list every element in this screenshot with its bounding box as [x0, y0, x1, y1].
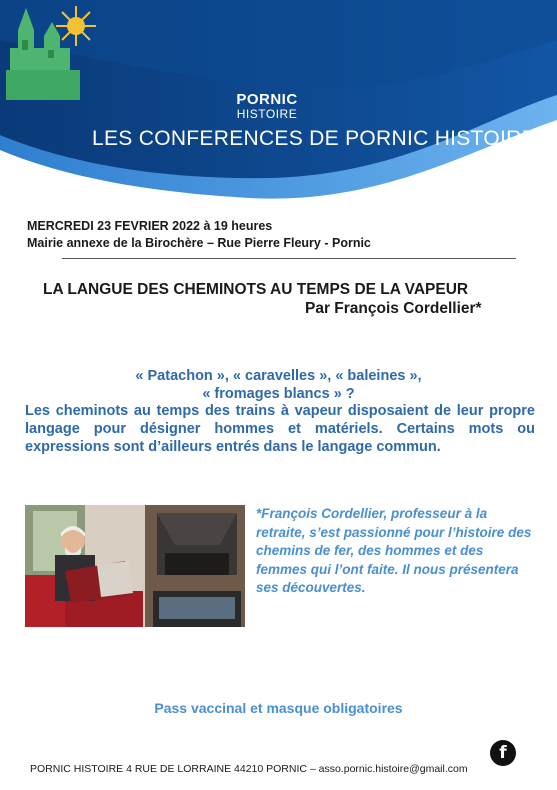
speaker-photo: [25, 505, 245, 627]
health-notice: Pass vaccinal et masque obligatoires: [154, 700, 403, 716]
speaker-bio: *François Cordellier, professeur à la retraite, s’est passionné pour l’histoire des chemins de fer, des hommes et des femmes qui l’ont faite. Il nous présentera ses découvertes.: [256, 506, 532, 595]
header-banner: [0, 0, 557, 210]
event-place: Mairie annexe de la Birochère – Rue Pierre Fleury - Pornic: [27, 236, 371, 250]
logo-text: [232, 93, 302, 121]
speaker-name: Par François Cordellier*: [305, 300, 482, 317]
pornic-histoire-logo: [0, 0, 110, 104]
talk-description: Les cheminots au temps des trains à vapeur disposaient de leur propre langage pour désigner hommes et matériels. Certains mots ou expressions sont d’ailleurs entrés dans le langage commun.: [25, 403, 535, 455]
logo-line-1: PORNIC: [236, 91, 298, 108]
divider: [62, 258, 516, 259]
quote-line-2: « fromages blancs » ?: [202, 386, 355, 402]
logo-line-2: HISTOIRE: [236, 107, 298, 121]
footer-address: PORNIC HISTOIRE 4 RUE DE LORRAINE 44210 PORNIC – asso.pornic.histoire@gmail.com: [30, 763, 468, 775]
talk-title: LA LANGUE DES CHEMINOTS AU TEMPS DE LA VAPEUR: [43, 281, 469, 298]
quote-line-1: « Patachon », « caravelles », « baleines »,: [135, 368, 422, 384]
banner-title: LES CONFERENCES DE PORNIC HISTOIRE: [92, 127, 536, 150]
facebook-icon[interactable]: f: [490, 740, 516, 766]
event-date: MERCREDI 23 FEVRIER 2022 à 19 heures: [27, 219, 273, 233]
sun-icon: [56, 6, 96, 46]
